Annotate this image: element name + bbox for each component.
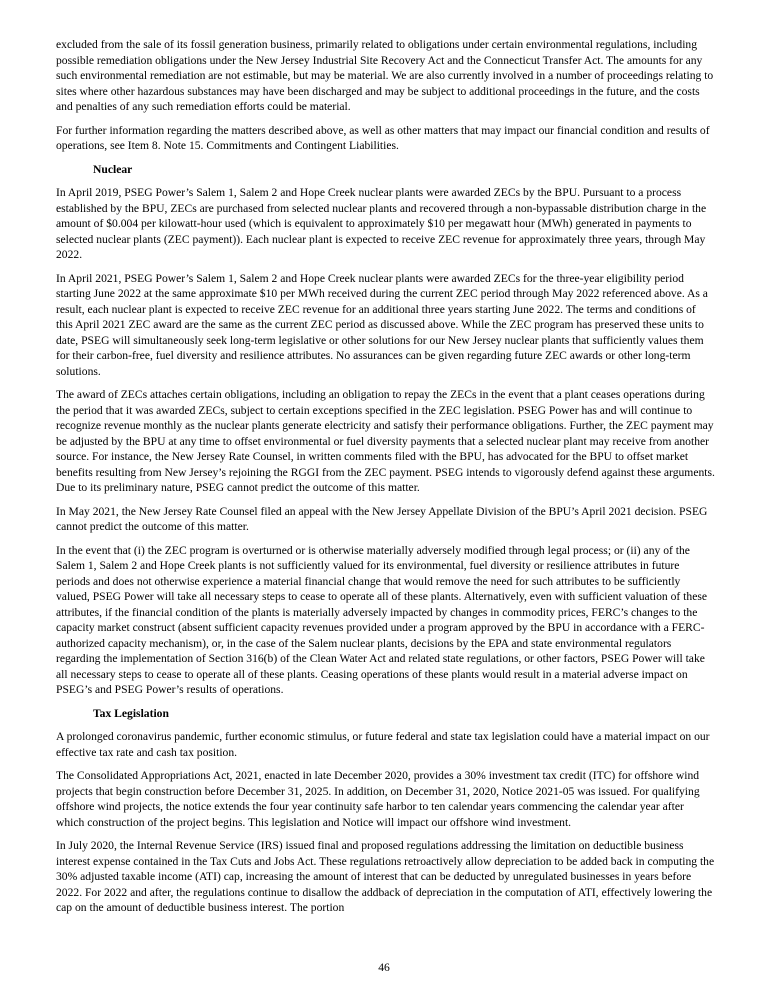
text-column [56,37,715,924]
section-heading-tax-legislation: Tax Legislation [93,706,169,720]
paragraph-irs-regulations: In July 2020, the Internal Revenue Service (IRS) issued final and proposed regulations addressing the limitation on deductible business interest expense contained in the Tax Cuts and Jobs Act. These regulations retroactively allow depreciation to be added back in computing the 30% adjusted taxable income (ATI) cap, increasing the amount of interest that can be deducted by unregulated businesses in years before 2022. For 2022 and after, the regulations continue to disallow the addback of depreciation in the computation of ATI, effectively lowering the cap on the amount of deductible business interest. The portion [56,839,715,914]
section-heading-nuclear: Nuclear [93,162,133,176]
paragraph-zec-overturn-scenarios: In the event that (i) the ZEC program is overturned or is otherwise materially adversely modified through legal process; or (ii) any of the Salem 1, Salem 2 and Hope Creek plants is not sufficiently valued for its environmental, fuel diversity or resilience attributes in future periods and does not otherwise experience a material financial change that would remove the need for such attributes to be sufficiently valued, PSEG Power will take all necessary steps to cease to operate all of these plants. Alternatively, even with sufficient valuation of these attributes, if the financial condition of the plants is materially adversely impacted by changes in commodity prices, FERC’s changes to the capacity market construct (absent sufficient capacity revenues provided under a program approved by the BPU in accordance with a FERC-authorized capacity mechanism), or, in the case of the Salem nuclear plants, decisions by the EPA and state environmental regulators regarding the implementation of Section 316(b) of the Clean Water Act and related state regulations, or other factors, PSEG Power will take all necessary steps to cease to operate all of these plants. Ceasing operations of these plants would result in a material adverse impact on PSEG’s and PSEG Power’s results of operations. [56,543,707,696]
paragraph-april-2019-zec: In April 2019, PSEG Power’s Salem 1, Salem 2 and Hope Creek nuclear plants were awarded ZECs by the BPU. Pursuant to a process established by the BPU, ZECs are purchased from selected nuclear plants and recovered through a non-bypassable distribution charge in the amount of $0.004 per kilowatt-hour used (which is equivalent to approximately $10 per megawatt hour (MWh) generated in payments to selected nuclear plants (ZEC payment)). Each nuclear plant is expected to receive ZEC revenue for approximately three years, through May 2022. [56,186,707,261]
paragraph-april-2021-zec: In April 2021, PSEG Power’s Salem 1, Salem 2 and Hope Creek nuclear plants were awarded ZECs for the three-year eligibility period starting June 2022 at the same approximate $10 per MWh received during the current ZEC period through May 2022 referenced above. As a result, each nuclear plant is expected to receive ZEC revenue for an additional three years starting June 2022. The terms and conditions of this April 2021 ZEC award are the same as the current ZEC period as discussed above. While the ZEC program has preserved these units to date, PSEG will simultaneously seek long-term legislative or other solutions for our New Jersey nuclear plants that sufficiently values them for their carbon-free, fuel diversity and resilience attributes. No assurances can be given regarding future ZEC awards or other long-term solutions. [56,271,708,378]
paragraph-consolidated-appropriations-act: The Consolidated Appropriations Act, 2021, enacted in late December 2020, provides a 30% investment tax credit (ITC) for offshore wind projects that begin construction before December 31, 2025. In addition, on December 31, 2020, Notice 2021-05 was issued. For qualifying offshore wind projects, the notice extends the four year continuity safe harbor to ten calendar years commencing the calendar year after which construction of the project begins. This legislation and Notice will impact our offshore wind investment. [56,769,700,829]
paragraph-zec-obligations: The award of ZECs attaches certain obligations, including an obligation to repay the ZECs in the event that a plant ceases operations during the period that it was awarded ZECs, subject to certain exceptions specified in the ZEC legislation. PSEG Power has and will continue to recognize revenue monthly as the nuclear plants generate electricity and satisfy their performance obligations. Further, the ZEC payment may be adjusted by the BPU at any time to offset environmental or fuel diversity payments that a selected nuclear plant may receive from another source. For instance, the New Jersey Rate Counsel, in written comments filed with the BPU, has advocated for the BPU to offset market benefits resulting from New Jersey’s rejoining the RGGI from the ZEC payment. PSEG intends to vigorously defend against these arguments. Due to its preliminary nature, PSEG cannot predict the outcome of this matter. [56,388,715,494]
paragraph-continuation-environmental: excluded from the sale of its fossil generation business, primarily related to obligations under certain environmental regulations, including possible remediation obligations under the New Jersey Industrial Site Recovery Act and the Connecticut Transfer Act. The amounts for any such environmental remediation are not estimable, but may be material. We are also currently involved in a number of proceedings relating to sites where other hazardous substances may have been discharged and may be subject to additional proceedings in the future, and the costs and penalties of any such remediation efforts could be material. [56,38,714,113]
paragraph-further-information: For further information regarding the matters described above, as well as other matters that may impact our financial condition and results of operations, see Item 8. Note 15. Commitments and Contingent Liabilities. [56,123,710,152]
paragraph-may-2021-appeal: In May 2021, the New Jersey Rate Counsel filed an appeal with the New Jersey Appellate Division of the BPU’s April 2021 decision. PSEG cannot predict the outcome of this matter. [56,504,708,533]
paragraph-pandemic-tax-impact: A prolonged coronavirus pandemic, further economic stimulus, or future federal and state tax legislation could have a material impact on our effective tax rate and cash tax position. [56,730,710,759]
page-number: 46 [378,961,390,974]
